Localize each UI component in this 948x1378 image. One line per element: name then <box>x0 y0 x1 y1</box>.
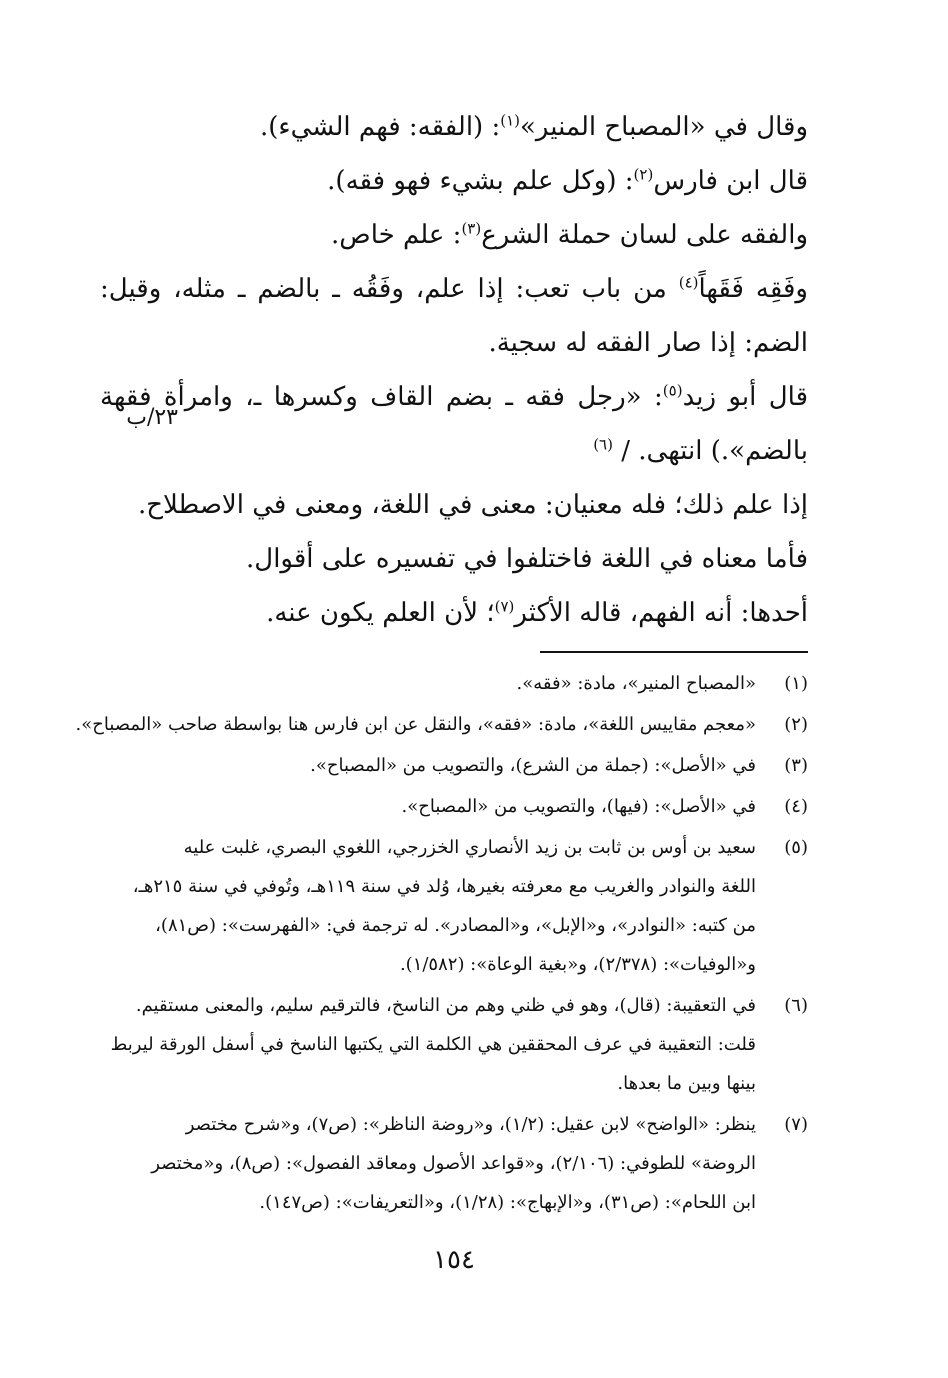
footnote-text: من كتبه: «النوادر»، و«الإبل»، و«المصادر». له ترجمة في: «الفهرست»: (ص٨١)، <box>155 915 756 936</box>
footnote-5 <box>100 828 808 984</box>
body-line-1: وقال في «المصباح المنير»$^{(١)}$: (الفقه: فهم الشيء). <box>260 111 808 142</box>
body-line-3: والفقه على لسان حملة الشرع$^{(٣)}$: علم خاص. <box>331 219 808 250</box>
folio-margin-note: ٢٣/ب <box>126 405 178 430</box>
footnote-4 <box>100 787 808 826</box>
footnote-number: (٣) <box>784 755 808 776</box>
footnote-text: في التعقيبة: (قال)، وهو في ظني وهم من الناسخ، فالترقيم سليم، والمعنى مستقيم. <box>135 995 756 1016</box>
footnote-3 <box>100 746 808 785</box>
body-line-2: قال ابن فارس$^{(٢)}$: (وكل علم بشيء فهو فقه). <box>327 165 808 196</box>
footnote-number: (١) <box>784 673 808 694</box>
body-line-8: إذا علم ذلك؛ فله معنيان: معنى في اللغة، ومعنى في الاصطلاح. <box>137 490 808 520</box>
footnote-text: في «الأصل»: (فيها)، والتصويب من «المصباح». <box>401 796 756 817</box>
footnote-number: (٤) <box>784 796 808 817</box>
main-text <box>100 100 808 640</box>
footnotes <box>75 664 808 1224</box>
footnote-1 <box>100 664 808 703</box>
footnote-text: بينها وبين ما بعدها. <box>617 1073 756 1094</box>
body-line-5: الضم: إذا صار الفقه له سجية. <box>488 328 808 358</box>
footnote-text: سعيد بن أوس بن ثابت بن زيد الأنصاري الخزرجي، اللغوي البصري، غلبت عليه <box>183 837 756 858</box>
page-number: ١٥٤ <box>433 1245 475 1275</box>
footnote-7 <box>100 1105 808 1222</box>
body-line-10: أحدها: أنه الفهم، قاله الأكثر$^{(٧)}$؛ لأن العلم يكون عنه. <box>266 597 808 628</box>
footnote-2 <box>75 705 808 744</box>
body-line-7: بالضم».) انتهى. / $^{(٦)}$ <box>593 435 808 466</box>
footnote-number: (٥) <box>784 837 808 858</box>
footnote-text: في «الأصل»: (جملة من الشرع)، والتصويب من «المصباح». <box>310 755 756 776</box>
body-line-6: قال أبو زيد$^{(٥)}$: «رجل فقه ـ بضم القاف وكسرها ـ، وامرأة فقهة <box>100 381 808 412</box>
footnote-text: اللغة والنوادر والغريب مع معرفته بغيرها، وُلد في سنة ١١٩هـ، وتُوفي في سنة ٢١٥هـ، <box>132 876 756 897</box>
body-line-9: فأما معناه في اللغة فاختلفوا في تفسيره على أقوال. <box>246 544 808 574</box>
footnote-text: الروضة» للطوفي: (٢/١٠٦)، و«قواعد الأصول ومعاقد الفصول»: (ص٨)، و«مختصر <box>151 1153 756 1174</box>
footnote-number: (٦) <box>784 995 808 1016</box>
footnote-text: «المصباح المنير»، مادة: «فقه». <box>516 673 756 694</box>
footnote-text: و«الوفيات»: (٢/٣٧٨)، و«بغية الوعاة»: (١/٥٨٢). <box>399 954 756 975</box>
footnote-divider <box>540 651 808 653</box>
footnote-text: ابن اللحام»: (ص٣١)، و«الإبهاج»: (١/٢٨)، و«التعريفات»: (ص١٤٧). <box>259 1192 756 1213</box>
footnote-text: قلت: التعقيبة في عرف المحققين هي الكلمة التي يكتبها الناسخ في أسفل الورقة ليربط <box>110 1034 756 1055</box>
footnote-text: ينظر: «الواضح» لابن عقيل: (١/٢)، و«روضة الناظر»: (ص٧)، و«شرح مختصر <box>185 1114 756 1135</box>
footnote-text: «معجم مقاييس اللغة»، مادة: «فقه»، والنقل عن ابن فارس هنا بواسطة صاحب «المصباح». <box>75 714 756 735</box>
body-line-4: وفَقِه فَقَهاً$^{(٤)}$ من باب تعب: إذا علم، وفَقُه ـ بالضم ـ مثله، وقيل: <box>100 273 808 304</box>
footnote-number: (٧) <box>784 1114 808 1135</box>
footnote-number: (٢) <box>784 714 808 735</box>
footnote-6 <box>100 986 808 1103</box>
